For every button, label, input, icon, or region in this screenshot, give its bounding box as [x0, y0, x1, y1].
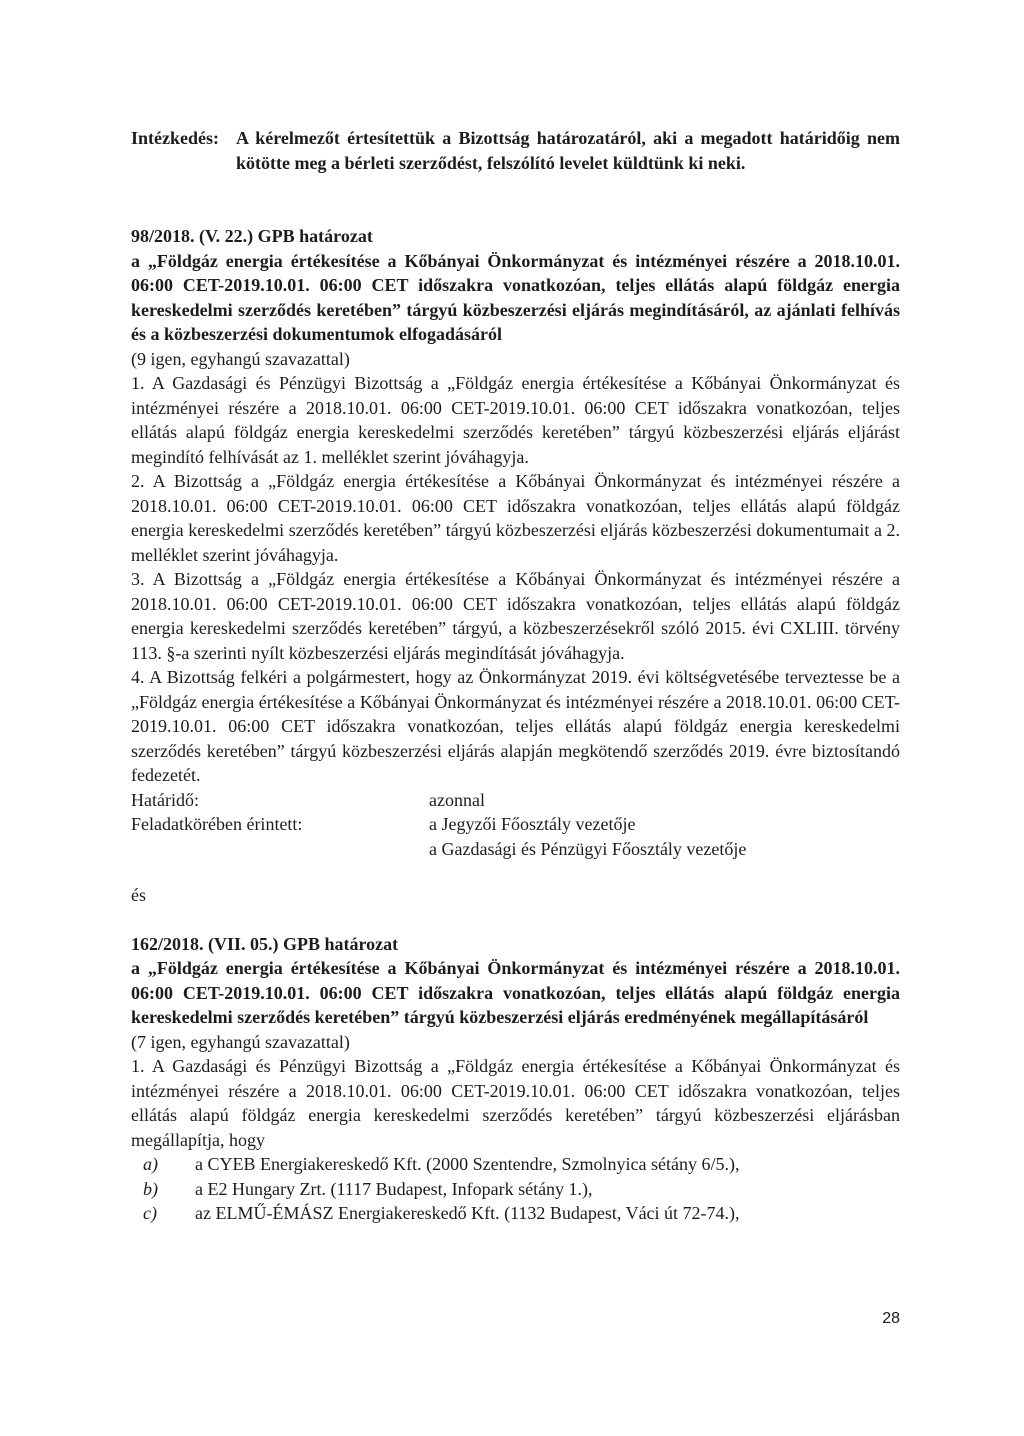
document-page	[131, 126, 900, 1226]
resolution-subject: a „Földgáz energia értékesítése a Kőbányai Önkormányzat és intézményei részére a 2018.10.01. 06:00 CET-2019.10.01. 06:00 CET időszakra vonatkozóan, teljes ellátás alapú földgáz energia kereskedelmi szerződés keretében” tárgyú közbeszerzési eljárás megindításáról, az ajánlati felhívás és a közbeszerzési dokumentumok elfogadásáról	[131, 250, 900, 344]
list-item-letter: c)	[143, 1203, 157, 1223]
list-item-letter: b)	[143, 1178, 158, 1199]
resolution-title: 98/2018. (V. 22.) GPB határozat	[131, 226, 373, 246]
resolution-title: 162/2018. (VII. 05.) GPB határozat	[131, 933, 399, 954]
deadline-row	[131, 788, 900, 813]
list-item-letter: a)	[143, 1154, 158, 1174]
deadline-label: Határidő:	[131, 789, 199, 810]
responsible-value-2: a Gazdasági és Pénzügyi Főosztály vezetője	[429, 838, 747, 859]
list-item-text: a E2 Hungary Zrt. (1117 Budapest, Infopark sétány 1.),	[195, 1178, 593, 1199]
resolution-point-1: 1. A Gazdasági és Pénzügyi Bizottság a „Földgáz energia értékesítése a Kőbányai Önkormányzat és intézményei részére a 2018.10.01. 06:00 CET-2019.10.01. 06:00 CET időszakra vonatkozóan, teljes ellátás alapú földgáz energia kereskedelmi szerződés keretében” tárgyú közbeszerzési eljárásban megállapítja, hogy	[131, 1056, 900, 1150]
resolution-point-4: 4. A Bizottság felkéri a polgármestert, hogy az Önkormányzat 2019. évi költségvetésébe terveztesse be a „Földgáz energia értékesítése a Kőbányai Önkormányzat és intézményei részére a 2018.10.01. 06:00 CET-2019.10.01. 06:00 CET időszakra vonatkozóan, teljes ellátás alapú földgáz energia kereskedelmi szerződés keretében” tárgyú közbeszerzési eljárás alapján megkötendő szerződés 2019. évre biztosítandó fedezetét.	[131, 667, 900, 785]
resolution-point-2: 2. A Bizottság a „Földgáz energia értékesítése a Kőbányai Önkormányzat és intézményei részére a 2018.10.01. 06:00 CET-2019.10.01. 06:00 CET időszakra vonatkozóan, teljes ellátás alapú földgáz energia kereskedelmi szerződés keretében” tárgyú közbeszerzési eljárás közbeszerzési dokumentumait a 2. melléklet szerint jóváhagyja.	[131, 471, 900, 565]
responsible-row	[131, 812, 900, 837]
list-item	[131, 1201, 900, 1226]
intezkedes-block	[131, 126, 900, 175]
responsible-row-2	[131, 837, 900, 862]
intezkedes-text: A kérelmezőt értesítettük a Bizottság határozatáról, aki a megadott határidőig nem kötötte meg a bérleti szerződést, felszólító levelet küldtünk ki neki.	[236, 128, 900, 173]
list-item-text: a CYEB Energiakereskedő Kft. (2000 Szentendre, Szmolnyica sétány 6/5.),	[195, 1154, 740, 1174]
responsible-label: Feladatkörében érintett:	[131, 814, 303, 834]
deadline-value: azonnal	[429, 789, 485, 810]
resolution-subject: a „Földgáz energia értékesítése a Kőbányai Önkormányzat és intézményei részére a 2018.10.01. 06:00 CET-2019.10.01. 06:00 CET időszakra vonatkozóan, teljes ellátás alapú földgáz energia kereskedelmi szerződés keretében” tárgyú közbeszerzési eljárás eredményének megállapításáról	[131, 958, 900, 1027]
vote-result: (9 igen, egyhangú szavazattal)	[131, 348, 350, 369]
list-item-text: az ELMŰ-ÉMÁSZ Energiakereskedő Kft. (1132 Budapest, Váci út 72-74.),	[195, 1203, 740, 1223]
resolution-98-2018	[131, 224, 900, 861]
page-number: 28	[882, 1310, 900, 1327]
resolution-point-1: 1. A Gazdasági és Pénzügyi Bizottság a „Földgáz energia értékesítése a Kőbányai Önkormányzat és intézményei részére a 2018.10.01. 06:00 CET-2019.10.01. 06:00 CET időszakra vonatkozóan, teljes ellátás alapú földgáz energia kereskedelmi szerződés keretében” tárgyú közbeszerzési eljárás eljárást megindító felhívását az 1. melléklet szerint jóváhagyja.	[131, 373, 900, 467]
connector-text: és	[131, 885, 146, 905]
resolution-point-3: 3. A Bizottság a „Földgáz energia értékesítése a Kőbányai Önkormányzat és intézményei részére a 2018.10.01. 06:00 CET-2019.10.01. 06:00 CET időszakra vonatkozóan, teljes ellátás alapú földgáz energia kereskedelmi szerződés keretében” tárgyú, a közbeszerzésekről szóló 2015. évi CXLIII. törvény 113. §-a szerinti nyílt közbeszerzési eljárás megindítását jóváhagyja.	[131, 569, 900, 663]
resolution-162-2018	[131, 932, 900, 1226]
responsible-value-1: a Jegyzői Főosztály vezetője	[429, 814, 636, 834]
intezkedes-label: Intézkedés:	[131, 128, 219, 148]
list-item	[131, 1152, 900, 1177]
list-item	[131, 1177, 900, 1202]
vote-result: (7 igen, egyhangú szavazattal)	[131, 1031, 350, 1052]
